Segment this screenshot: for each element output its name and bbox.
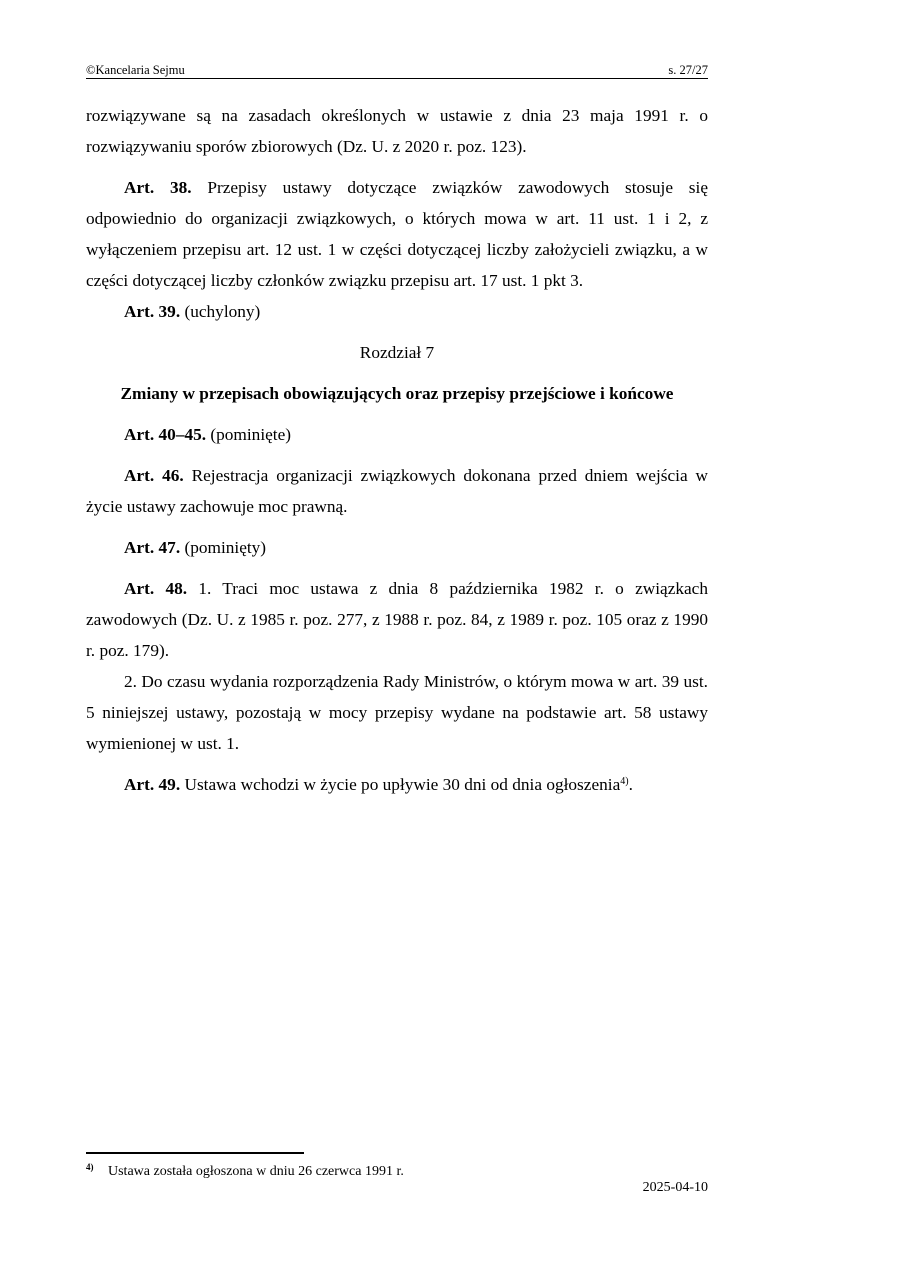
footnote-mark: 4) <box>86 1162 94 1172</box>
article-label: Art. 48. <box>124 579 188 598</box>
paragraph-intro: rozwiązywane są na zasadach określonych w ustawie z dnia 23 maja 1991 r. o rozwiązywaniu sporów zbiorowych (Dz. U. z 2020 r. poz. 123). <box>86 106 708 156</box>
article-label: Art. 47. <box>124 538 181 557</box>
footnote-reference[interactable]: 4) <box>620 776 629 787</box>
article-label: Art. 40–45. <box>124 425 207 444</box>
article-46 <box>86 460 708 522</box>
article-48 <box>86 573 708 666</box>
page-header <box>86 63 708 79</box>
article-label: Art. 49. <box>124 775 181 794</box>
article-text: (uchylony) <box>180 302 261 321</box>
article-text: Ustawa wchodzi w życie po upływie 30 dni od dnia ogłoszenia <box>180 775 621 794</box>
article-label: Art. 39. <box>124 302 181 321</box>
article-label: Art. 46. <box>124 466 184 485</box>
article-label: Art. 38. <box>124 178 192 197</box>
chapter-number: Rozdział 7 <box>359 343 435 362</box>
footer-date: 2025-04-10 <box>642 1180 708 1195</box>
article-39 <box>86 296 708 327</box>
chapter-title <box>86 378 708 409</box>
header-publisher: ©Kancelaria Sejmu <box>86 63 185 77</box>
article-40-45 <box>86 419 708 450</box>
article-47 <box>86 532 708 563</box>
document-body <box>86 100 708 800</box>
article-text: (pominięte) <box>206 425 292 444</box>
article-end: . <box>628 775 633 794</box>
article-text: Przepisy ustawy dotyczące związków zawodowych stosuje się odpowiednio do organizacji związkowych, o których mowa w art. 11 ust. 1 i 2, z wyłączeniem przepisu art. 12 ust. 1 w części dotyczącej liczby założycieli związku, a w części dotyczącej liczby członków związku przepisu art. 17 ust. 1 pkt 3. <box>86 178 708 290</box>
chapter-title-text: Zmiany w przepisach obowiązujących oraz przepisy przejściowe i końcowe <box>120 384 674 403</box>
article-48-section-2: 2. Do czasu wydania rozporządzenia Rady Ministrów, o którym mowa w art. 39 ust. 5 niniejszej ustawy, pozostają w mocy przepisy wydane na podstawie art. 58 ustawy wymienionej w ust. 1. <box>86 672 708 753</box>
footnote-text: Ustawa została ogłoszona w dniu 26 czerwca 1991 r. <box>108 1164 404 1179</box>
article-38 <box>86 172 708 296</box>
footnote-separator <box>86 1152 304 1154</box>
article-text: Rejestracja organizacji związkowych dokonana przed dniem wejścia w życie ustawy zachowuje moc prawną. <box>86 466 708 516</box>
header-page-number: s. 27/27 <box>668 63 708 77</box>
article-49 <box>86 769 708 800</box>
article-text: 1. Traci moc ustawa z dnia 8 października 1982 r. o związkach zawodowych (Dz. U. z 1985 r. poz. 277, z 1988 r. poz. 84, z 1989 r. poz. 105 oraz z 1990 r. poz. 179). <box>86 579 708 660</box>
footnote <box>86 1158 404 1181</box>
article-text: (pominięty) <box>180 538 267 557</box>
